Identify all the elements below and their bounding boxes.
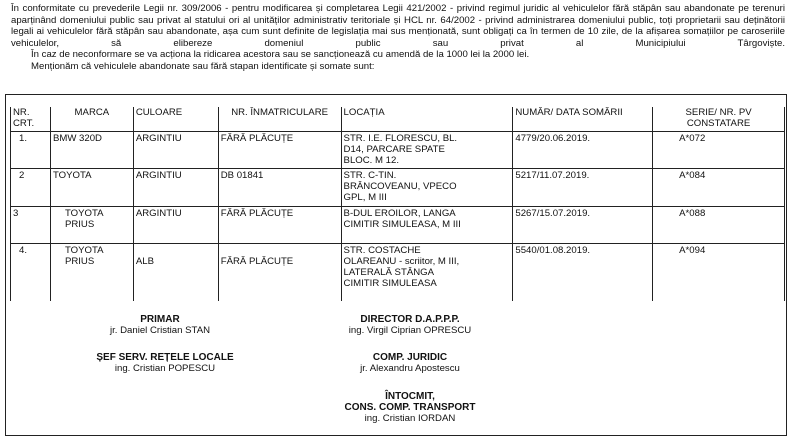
table-row bbox=[11, 132, 785, 169]
header-marca: MARCA bbox=[50, 107, 133, 132]
cell-numar-data: 4779/20.06.2019. bbox=[513, 132, 653, 169]
cell-marca: BMW 320D bbox=[50, 132, 133, 169]
cell-serie: A*094 bbox=[653, 244, 785, 301]
cell-culoare: ARGINTIU bbox=[133, 132, 218, 169]
table-row bbox=[11, 244, 785, 301]
header-locatia: LOCAȚIA bbox=[341, 107, 513, 132]
vehicles-table bbox=[10, 107, 785, 301]
signature-name: jr. Alexandru Apostescu bbox=[360, 363, 460, 374]
signature-sef-retele bbox=[70, 352, 260, 374]
header-numar-data: NUMĂR/ DATA SOMĂRII bbox=[513, 107, 653, 132]
intro-paragraph-1: În conformitate cu prevederile Legii nr. 309/2006 - pentru modificarea și completarea Legii 421/2002 - privind regimul juridic al vehiculelor fără stăpân sau abandonate pe terenuri aparținând domeniului public sau privat al statului ori al unităților administrativ teritoriale și HCL nr. 64/2002 - privind administrarea domeniului public, toți proprietarii sau deținătorii legali ai vehiculelor fără stăpân sau abandonate, așa cum sunt definite de legislația mai sus menționată, sunt obligați ca în termen de 10 zile, de la afișarea somațiilor pe caroseriile vehiculelor, să elibereze domeniul public sau privat al Municipiului Târgoviște. bbox=[11, 3, 785, 49]
cell-marca: TOYOTA PRIUS bbox=[50, 207, 133, 244]
signature-title: COMP. JURIDIC bbox=[372, 352, 448, 363]
signature-intocmit bbox=[320, 391, 500, 424]
header-culoare: CULOARE bbox=[133, 107, 218, 132]
intro-paragraph-2: În caz de neconformare se va acționa la ridicarea acestora sau se sancționează cu amendă de la 1000 lei la 2000 lei. bbox=[31, 49, 530, 61]
cell-nr: 3 bbox=[11, 207, 51, 244]
table-row bbox=[11, 169, 785, 207]
signature-juridic bbox=[320, 352, 500, 374]
signature-director bbox=[320, 314, 500, 336]
cell-nr: 2 bbox=[11, 169, 51, 207]
header-serie: SERIE/ NR. PV CONSTATARE bbox=[653, 107, 785, 132]
cell-culoare: ALB bbox=[133, 244, 218, 301]
cell-inmatriculare: DB 01841 bbox=[218, 169, 341, 207]
header-inmatriculare: NR. ÎNMATRICULARE bbox=[218, 107, 341, 132]
signature-title: ÎNTOCMIT, bbox=[385, 391, 435, 402]
intro-paragraph-3: Menționăm că vehiculele abandonate sau fără stapan identificate și somate sunt: bbox=[31, 60, 375, 72]
cell-inmatriculare: FĂRĂ PLĂCUȚE bbox=[218, 244, 341, 301]
cell-marca: TOYOTA PRIUS bbox=[50, 244, 133, 301]
table-row bbox=[11, 207, 785, 244]
cell-numar-data: 5267/15.07.2019. bbox=[513, 207, 653, 244]
cell-serie: A*088 bbox=[653, 207, 785, 244]
cell-numar-data: 5540/01.08.2019. bbox=[513, 244, 653, 301]
signature-title: PRIMAR bbox=[140, 314, 180, 325]
notice-intro bbox=[11, 3, 785, 73]
cell-serie: A*084 bbox=[653, 169, 785, 207]
cell-inmatriculare: FĂRĂ PLĂCUȚE bbox=[218, 132, 341, 169]
cell-culoare: ARGINTIU bbox=[133, 169, 218, 207]
cell-locatia: STR. C-TIN. BRÂNCOVEANU, VPECO GPL, M III bbox=[343, 170, 457, 203]
signature-name: ing. Cristian IORDAN bbox=[364, 413, 456, 424]
cell-marca: TOYOTA bbox=[50, 169, 133, 207]
cell-nr: 4. bbox=[11, 244, 51, 301]
signature-primar bbox=[80, 314, 240, 336]
signature-name: ing. Cristian POPESCU bbox=[114, 363, 216, 374]
cell-locatia: B-DUL EROILOR, LANGA CIMITIR SIMULEASA, M III bbox=[343, 208, 461, 230]
signature-subtitle: CONS. COMP. TRANSPORT bbox=[344, 402, 476, 413]
signature-title: ȘEF SERV. REȚELE LOCALE bbox=[96, 352, 234, 363]
signature-title: DIRECTOR D.A.P.P.P. bbox=[360, 314, 460, 325]
cell-culoare: ARGINTIU bbox=[133, 207, 218, 244]
cell-inmatriculare: FĂRĂ PLĂCUȚE bbox=[218, 207, 341, 244]
cell-locatia: STR. COSTACHE OLAREANU - scriitor, M III, LATERALĂ STÂNGA CIMITIR SIMULEASA bbox=[343, 245, 460, 289]
cell-serie: A*072 bbox=[653, 132, 785, 169]
signature-name: jr. Daniel Cristian STAN bbox=[109, 325, 211, 336]
cell-locatia: STR. I.E. FLORESCU, BL. D14, PARCARE SPATE BLOC. M 12. bbox=[343, 133, 458, 166]
table-header-row bbox=[11, 107, 785, 132]
header-nr: NR. CRT. bbox=[11, 107, 51, 132]
cell-numar-data: 5217/11.07.2019. bbox=[513, 169, 653, 207]
cell-nr: 1. bbox=[11, 132, 51, 169]
signature-name: ing. Virgil Ciprian OPRESCU bbox=[348, 325, 472, 336]
